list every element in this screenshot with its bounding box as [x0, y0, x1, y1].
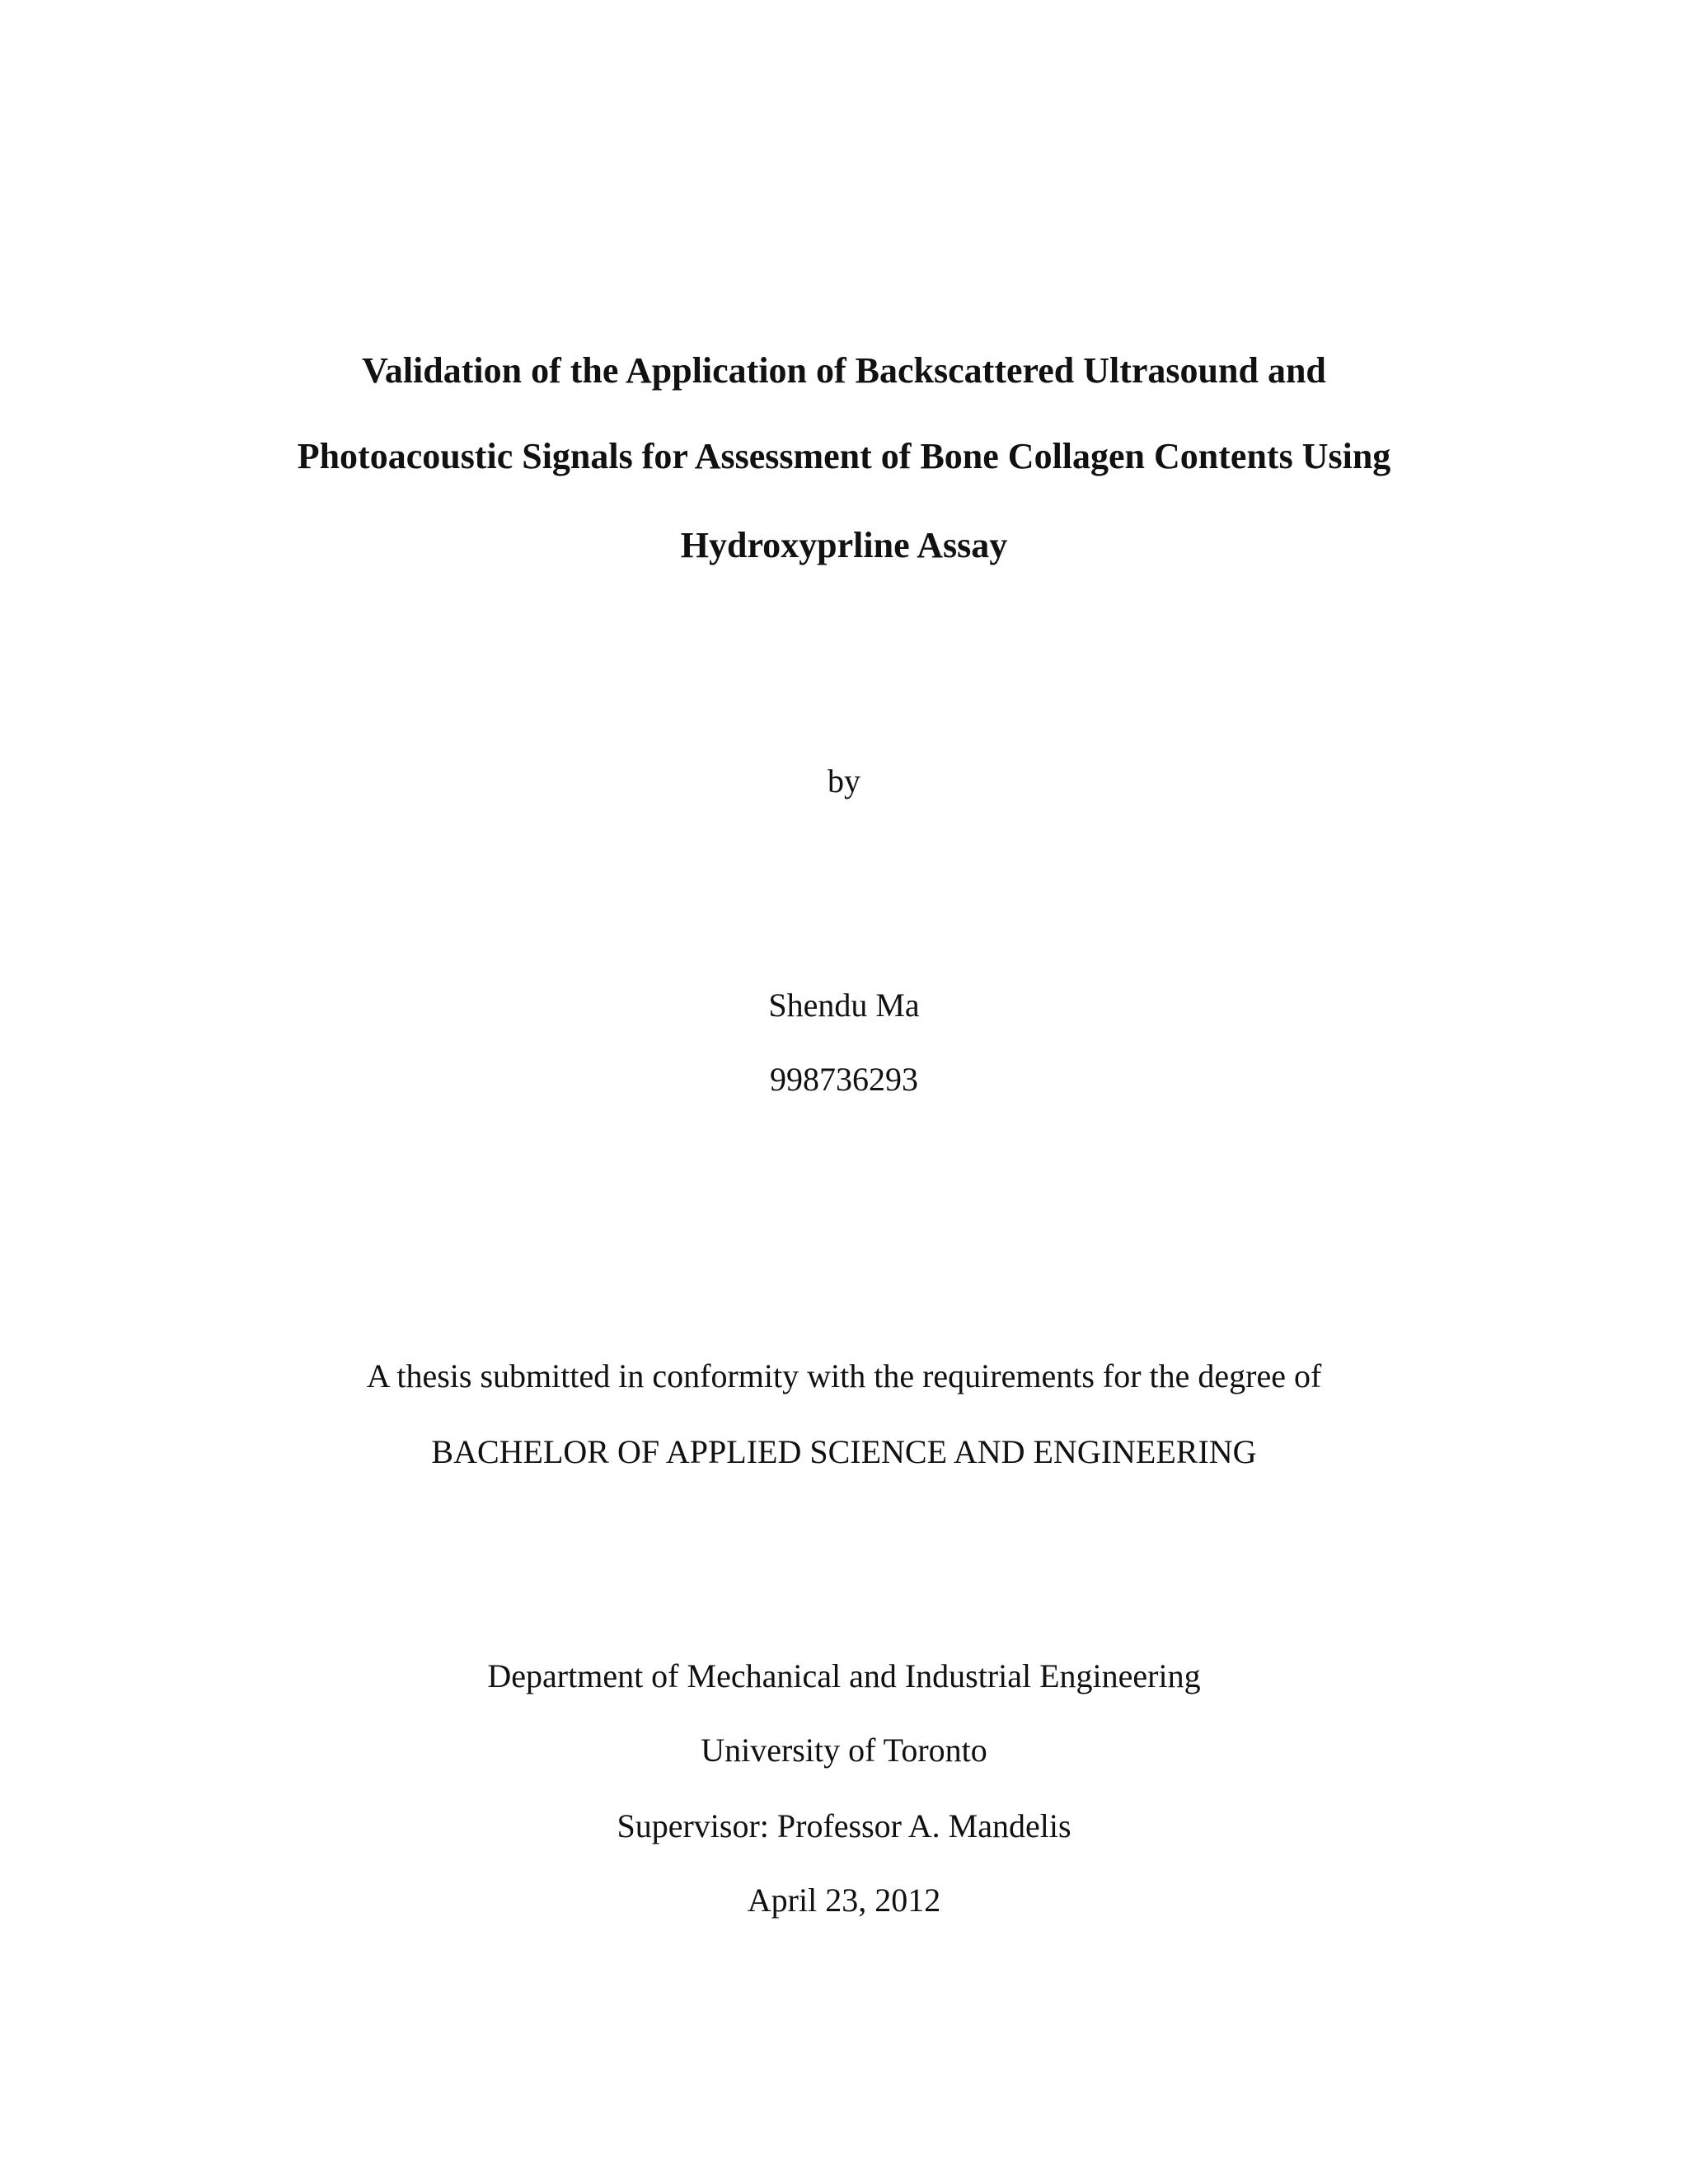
thesis-title-line-3: Hydroxyprline Assay — [680, 525, 1008, 565]
byline: by — [828, 762, 860, 799]
supervisor: Supervisor: Professor A. Mandelis — [617, 1807, 1071, 1844]
degree-name: BACHELOR OF APPLIED SCIENCE AND ENGINEERING — [431, 1433, 1257, 1470]
author-name: Shendu Ma — [768, 987, 920, 1024]
department: Department of Mechanical and Industrial Engineering — [487, 1657, 1201, 1694]
university: University of Toronto — [701, 1732, 987, 1769]
thesis-statement: A thesis submitted in conformity with the requirements for the degree of — [366, 1357, 1322, 1394]
thesis-title-line-1: Validation of the Application of Backscattered Ultrasound and — [362, 350, 1326, 391]
thesis-title-line-2: Photoacoustic Signals for Assessment of Bone Collagen Contents Using — [297, 436, 1391, 476]
student-number: 998736293 — [770, 1061, 918, 1098]
submission-date: April 23, 2012 — [747, 1882, 941, 1919]
